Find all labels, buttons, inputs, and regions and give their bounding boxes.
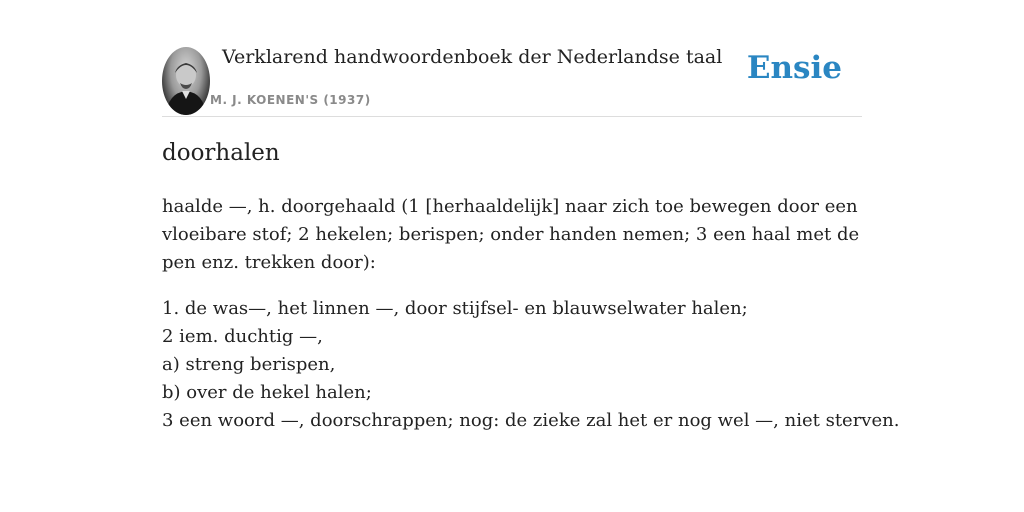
example-line: 1. de was—, het linnen —, door stijfsel- en blauwselwater halen; xyxy=(162,298,748,319)
author-portrait xyxy=(162,47,210,115)
example-line: a) streng berispen, xyxy=(162,354,336,375)
brand-logo-link[interactable]: Ensie xyxy=(746,50,842,86)
entry-examples xyxy=(162,295,900,435)
entry-headword: doorhalen xyxy=(162,140,280,166)
page-container xyxy=(162,0,900,431)
author-portrait-icon xyxy=(162,47,210,115)
dictionary-header xyxy=(162,0,862,117)
entry-definition: haalde —, h. doorgehaald (1 [herhaaldelijk] naar zich toe bewegen door een vloeibare stof; 2 hekelen; berispen; onder handen nemen; 3 een haal met de pen enz. trekken door): xyxy=(162,196,860,273)
dictionary-title: Verklarend handwoordenboek der Nederlandse taal xyxy=(222,46,723,68)
example-line: b) over de hekel halen; xyxy=(162,382,372,403)
example-line: 2 iem. duchtig —, xyxy=(162,326,323,347)
example-line: 3 een woord —, doorschrappen; nog: de zieke zal het er nog wel —, niet sterven. xyxy=(162,410,900,431)
dictionary-subtitle: M. J. KOENEN'S (1937) xyxy=(210,93,371,107)
